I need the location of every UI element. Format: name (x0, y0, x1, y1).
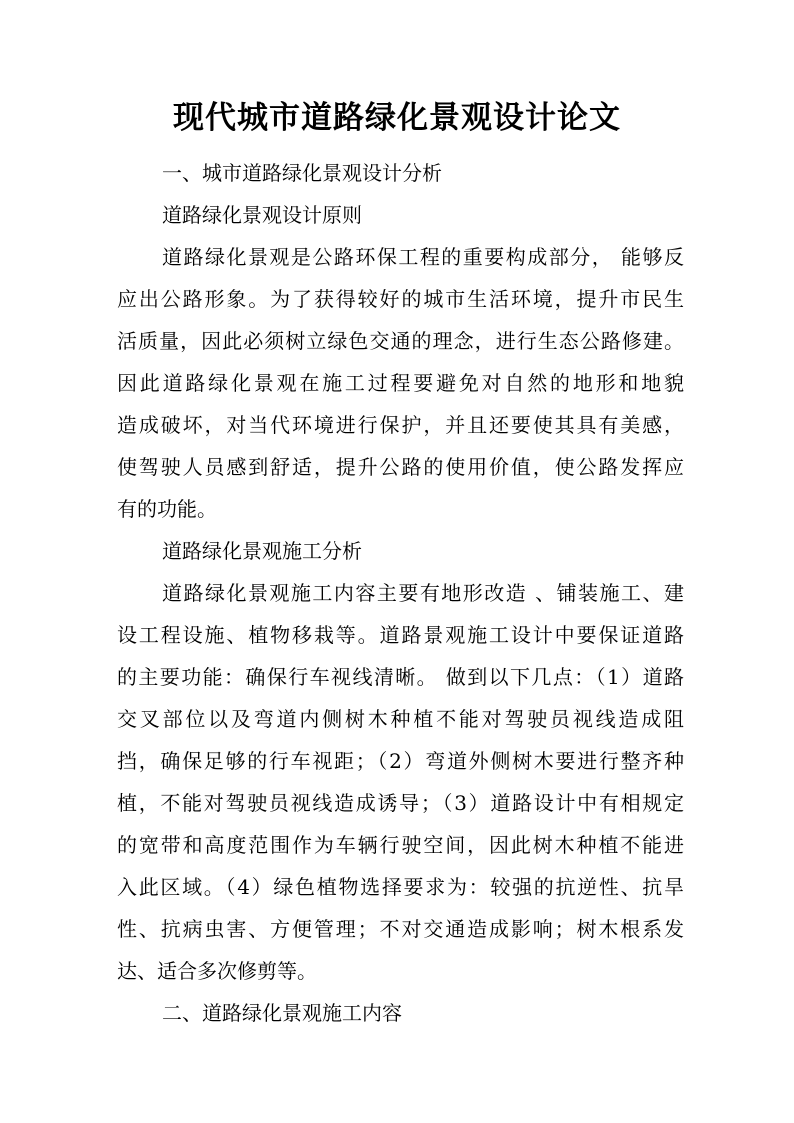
paragraph-line: 道路绿化景观施工内容主要有地形改造 、铺装施工、建 (162, 581, 684, 605)
paragraph-line: 使驾驶人员感到舒适，提升公路的使用价值，使公路发挥应 (117, 455, 684, 479)
paragraph-line: 挡，确保足够的行车视距；（2）弯道外侧树木要进行整齐种 (117, 749, 684, 773)
paragraph-line: 有的功能。 (117, 497, 217, 521)
paragraph-line: 应出公路形象。为了获得较好的城市生活环境，提升市民生 (117, 287, 684, 311)
document-title: 现代城市道路绿化景观设计论文 (173, 100, 621, 136)
paragraph-line: 交叉部位以及弯道内侧树木种植不能对驾驶员视线造成阻 (117, 707, 684, 731)
paragraph-line: 达、适合多次修剪等。 (117, 959, 317, 983)
paragraph-line: 造成破坏，对当代环境进行保护，并且还要使其具有美感， (117, 413, 684, 437)
paragraph-line: 设工程设施、植物移栽等。道路景观施工设计中要保证道路 (117, 623, 684, 647)
paragraph-line: 的主要功能：确保行车视线清晰。 做到以下几点：（1）道路 (117, 665, 684, 689)
paragraph-line: 道路绿化景观是公路环保工程的重要构成部分， 能够反 (162, 245, 684, 269)
paragraph-line: 入此区域。（4）绿色植物选择要求为：较强的抗逆性、抗旱 (117, 875, 684, 899)
section-heading-1: 一、城市道路绿化景观设计分析 (162, 161, 442, 185)
paragraph-line: 性、抗病虫害、方便管理；不对交通造成影响；树木根系发 (117, 917, 684, 941)
section-heading-2: 二、道路绿化景观施工内容 (162, 1001, 402, 1025)
paragraph-line: 的宽带和高度范围作为车辆行驶空间，因此树木种植不能进 (117, 833, 684, 857)
paragraph-line: 因此道路绿化景观在施工过程要避免对自然的地形和地貌 (117, 371, 684, 395)
paragraph-line: 活质量，因此必须树立绿色交通的理念，进行生态公路修建。 (117, 329, 684, 353)
paragraph-line: 植，不能对驾驶员视线造成诱导；（3）道路设计中有相规定 (117, 791, 684, 815)
subheading-design-principles: 道路绿化景观设计原则 (162, 203, 362, 227)
subheading-construction-analysis: 道路绿化景观施工分析 (162, 539, 362, 563)
